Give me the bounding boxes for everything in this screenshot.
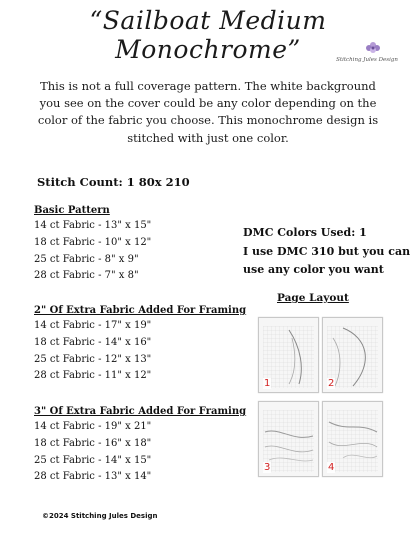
flower-logo-icon: [362, 40, 384, 56]
section-heading: Basic Pattern: [34, 205, 110, 216]
dmc-line: DMC Colors Used: 1: [243, 226, 367, 239]
page-title: “Sailboat Medium Monochrome”: [89, 6, 327, 64]
page-number: 3: [264, 462, 271, 473]
page-number: 2: [328, 378, 335, 389]
page-thumbnail-2: [322, 317, 383, 393]
fabric-size-row: 25 ct Fabric - 8" x 9": [34, 253, 139, 265]
dmc-colors-info: [243, 224, 410, 280]
section-heading: 2" Of Extra Fabric Added For Framing: [34, 305, 247, 316]
fabric-size-row: 25 ct Fabric - 14" x 15": [34, 454, 152, 466]
fabric-size-row: 28 ct Fabric - 13" x 14": [34, 471, 152, 483]
dmc-line: use any color you want: [243, 263, 384, 276]
page-layout-title: Page Layout: [277, 292, 349, 304]
page-number: 1: [264, 378, 271, 389]
page-thumbnail-1: [258, 317, 319, 393]
fabric-size-row: 25 ct Fabric - 12" x 13": [34, 353, 152, 365]
fabric-size-row: 14 ct Fabric - 19" x 21": [34, 421, 152, 432]
fabric-size-row: 18 ct Fabric - 10" x 12": [34, 236, 152, 248]
extra-3-inch-section: [34, 405, 246, 486]
section-heading: 3" Of Extra Fabric Added For Framing: [34, 406, 247, 417]
fabric-size-row: 18 ct Fabric - 16" x 18": [34, 437, 152, 449]
fabric-size-row: 14 ct Fabric - 17" x 19": [34, 320, 152, 331]
fabric-size-row: 18 ct Fabric - 14" x 16": [34, 336, 152, 348]
page-number: 4: [328, 462, 335, 473]
logo-text: Stitching Jules Design: [336, 57, 398, 63]
fabric-size-row: 28 ct Fabric - 7" x 8": [34, 270, 139, 282]
stitch-count: Stitch Count: 1 80x 210: [37, 175, 190, 189]
page-thumbnail-3: [258, 401, 319, 477]
fabric-size-row: 28 ct Fabric - 11" x 12": [34, 370, 152, 382]
copyright-footer: ©2024 Stitching Jules Design: [42, 512, 158, 520]
intro-paragraph: This is not a full coverage pattern. The white background you see on the cover could be any color depending on the color of the fabric you choose. This monochrome design is stitched with just one color.: [37, 79, 379, 145]
basic-pattern-section: [34, 204, 151, 285]
extra-2-inch-section: [34, 304, 246, 385]
dmc-line: I use DMC 310 but you can: [243, 244, 411, 258]
page-thumbnail-4: [322, 401, 383, 477]
fabric-size-row: 14 ct Fabric - 13" x 15": [34, 220, 152, 231]
